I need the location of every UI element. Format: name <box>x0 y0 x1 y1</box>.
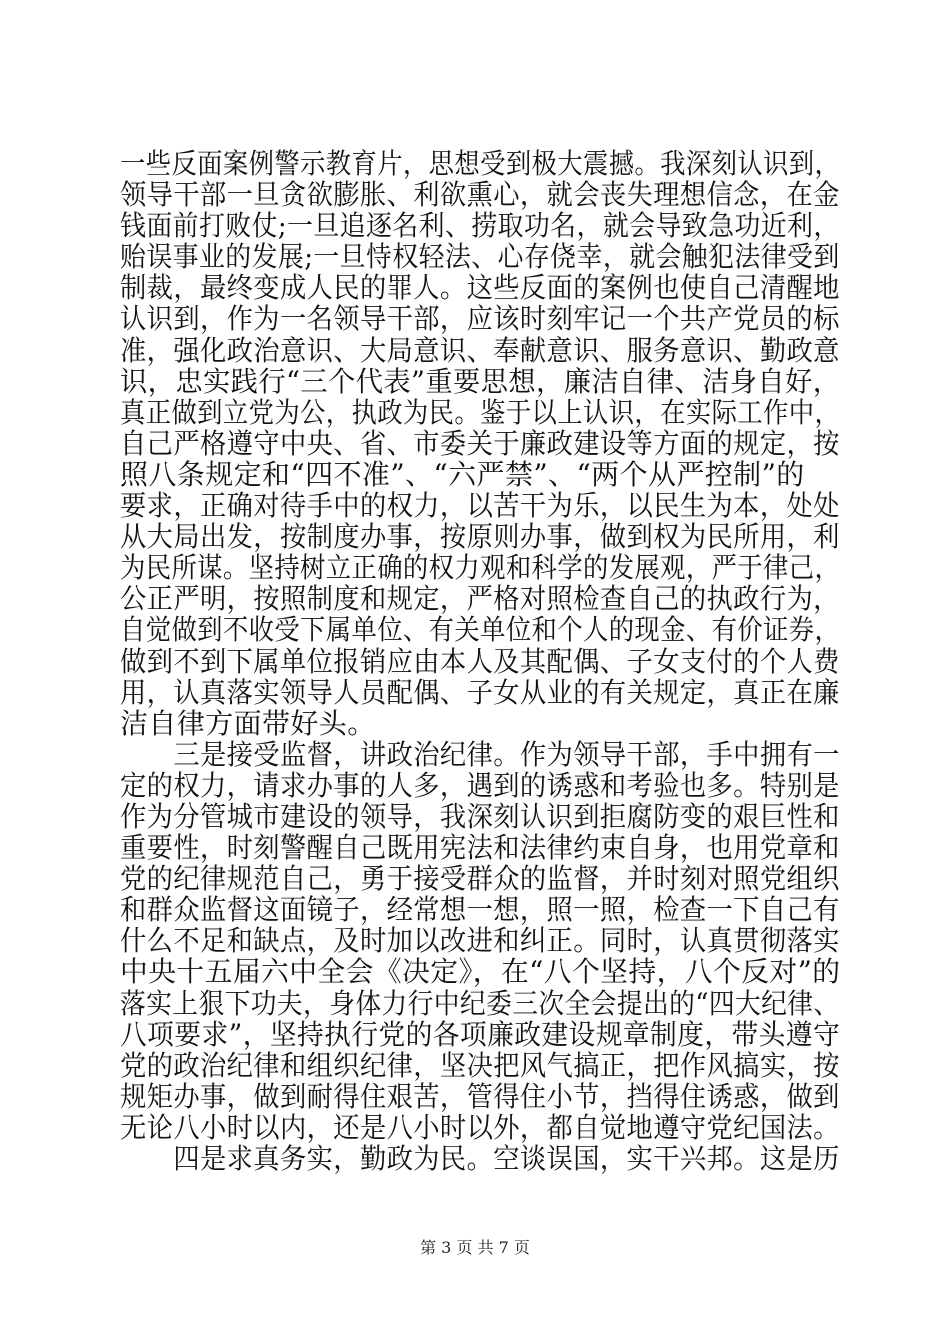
text-line: 无论八小时以内，还是八小时以外，都自觉地遵守党纪国法。 <box>120 1110 840 1144</box>
text-line: 重要性，时刻警醒自己既用宪法和法律约束自身，也用党章和 <box>120 831 840 865</box>
body-text <box>120 148 840 1174</box>
text-line: 做到不到下属单位报销应由本人及其配偶、子女支付的个人费 <box>120 644 840 678</box>
text-line: 作为分管城市建设的领导，我深刻认识到拒腐防变的艰巨性和 <box>120 799 840 833</box>
text-line: 党的政治纪律和组织纪律，坚决把风气搞正，把作风搞实，按 <box>120 1048 840 1082</box>
text-line: 领导干部一旦贪欲膨胀、利欲熏心，就会丧失理想信念，在金 <box>120 178 840 212</box>
text-line: 自己严格遵守中央、省、市委关于廉政建设等方面的规定，按 <box>120 426 840 460</box>
text-line: 要求，正确对待手中的权力，以苦干为乐，以民生为本，处处 <box>120 489 840 523</box>
text-line: 认识到，作为一名领导干部，应该时刻牢记一个共产党员的标 <box>120 302 840 336</box>
text-line: 真正做到立党为公，执政为民。鉴于以上认识，在实际工作中， <box>120 395 841 429</box>
text-line: 为民所谋。坚持树立正确的权力观和科学的发展观，严于律己， <box>120 551 841 585</box>
text-line: 识，忠实践行“三个代表”重要思想，廉洁自律、洁身自好， <box>120 364 841 398</box>
text-line: 用，认真落实领导人员配偶、子女从业的有关规定，真正在廉 <box>120 675 840 709</box>
text-line: 照八条规定和“四不准”、“六严禁”、“两个从严控制”的 <box>120 457 805 491</box>
text-line: 一些反面案例警示教育片，思想受到极大震撼。我深刻认识到， <box>120 147 841 180</box>
text-line: 什么不足和缺点，及时加以改进和纠正。同时，认真贯彻落实 <box>120 924 840 958</box>
text-line: 钱面前打败仗;一旦追逐名利、捞取功名，就会导致急功近利， <box>120 209 840 243</box>
text-line: 自觉做到不收受下属单位、有关单位和个人的现金、有价证券， <box>120 613 841 647</box>
text-line: 中央十五届六中全会《决定》，在“八个坚持，八个反对”的 <box>120 955 841 989</box>
text-line: 准，强化政治意识、大局意识、奉献意识、服务意识、勤政意 <box>120 333 840 367</box>
text-line: 洁自律方面带好头。 <box>120 706 376 740</box>
page-footer: 第 3 页 共 7 页 <box>420 1238 530 1257</box>
text-line: 定的权力，请求办事的人多，遇到的诱惑和考验也多。特别是 <box>120 768 840 802</box>
text-line: 落实上狠下功夫，身体力行中纪委三次全会提出的“四大纪律、 <box>120 986 840 1020</box>
text-line: 规矩办事，做到耐得住艰苦，管得住小节，挡得住诱惑，做到 <box>120 1079 840 1113</box>
text-line: 贻误事业的发展;一旦恃权轻法、心存侥幸，就会触犯法律受到 <box>120 240 840 274</box>
text-line: 三是接受监督，讲政治纪律。作为领导干部，手中拥有一 <box>120 737 840 771</box>
text-line: 党的纪律规范自己，勇于接受群众的监督，并时刻对照党组织 <box>120 862 840 896</box>
text-line: 公正严明，按照制度和规定，严格对照检查自己的执政行为， <box>120 582 840 616</box>
text-line: 从大局出发，按制度办事，按原则办事，做到权为民所用，利 <box>120 520 840 554</box>
text-line: 制裁，最终变成人民的罪人。这些反面的案例也使自己清醒地 <box>120 271 840 305</box>
text-line: 和群众监督这面镜子，经常想一想，照一照，检查一下自己有 <box>120 893 840 927</box>
text-line: 四是求真务实，勤政为民。空谈误国，实干兴邦。这是历 <box>120 1142 840 1175</box>
text-line: 八项要求”，坚持执行党的各项廉政建设规章制度，带头遵守 <box>120 1017 841 1051</box>
